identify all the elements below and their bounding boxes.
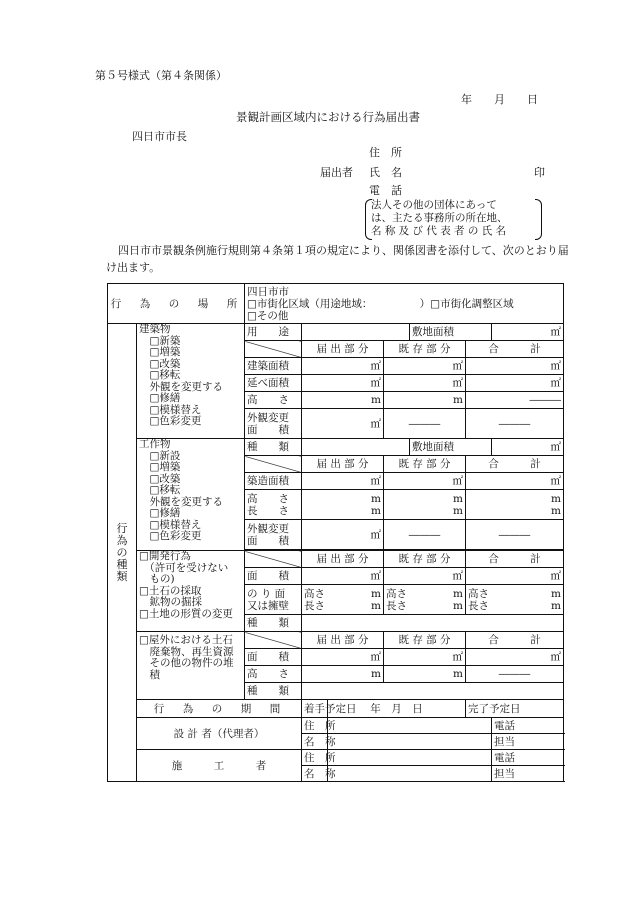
building-site-area-value[interactable]: ㎡ bbox=[492, 324, 564, 341]
building-extension-checkbox[interactable]: □増築 bbox=[139, 346, 181, 358]
development-area-total[interactable]: ㎡ bbox=[466, 568, 564, 585]
structure-extension-checkbox[interactable]: □増築 bbox=[139, 461, 181, 473]
note-line-2: は、主たる事務所の所在地、 bbox=[371, 212, 508, 224]
notify-part-header: 届 出 部 分 bbox=[302, 632, 384, 649]
structure-build-area-notify[interactable]: ㎡ bbox=[302, 473, 384, 490]
building-floor-area-label: 建築面積 bbox=[245, 358, 302, 375]
structure-build-area-total[interactable]: ㎡ bbox=[466, 473, 564, 490]
designer-phone-label: 電話 bbox=[494, 719, 515, 732]
building-facade-area-notify[interactable]: ㎡ bbox=[302, 409, 384, 439]
slope-existing[interactable] bbox=[384, 585, 466, 615]
soil-extraction-checkbox[interactable]: □土石の採取 bbox=[139, 584, 202, 597]
facade-label-line2: 面 積 bbox=[247, 534, 289, 547]
addressee: 四日市市長 bbox=[132, 130, 187, 143]
seal-mark: 印 bbox=[534, 166, 545, 179]
contractor-address-label: 住 所 bbox=[302, 750, 328, 766]
diagonal-cell bbox=[245, 341, 302, 358]
building-color-change-checkbox[interactable]: □色彩変更 bbox=[139, 415, 202, 427]
unit-m: m bbox=[371, 599, 381, 612]
unit-m: m bbox=[551, 599, 562, 612]
slope-total[interactable] bbox=[466, 585, 564, 615]
storage-area-notify[interactable]: ㎡ bbox=[302, 649, 384, 666]
development-kind-value[interactable] bbox=[302, 615, 564, 632]
building-floor-area-existing[interactable]: ㎡ bbox=[384, 358, 466, 375]
structure-hl-total[interactable] bbox=[466, 490, 564, 520]
diagonal-cell bbox=[245, 551, 302, 568]
unit-m: m bbox=[453, 599, 463, 612]
start-date-label: 着手予定日 bbox=[302, 700, 328, 718]
development-checkbox[interactable]: □開発行為 bbox=[139, 550, 191, 562]
structure-category-list[interactable] bbox=[137, 439, 245, 551]
storage-kind-label: 種 類 bbox=[245, 683, 302, 700]
slope-label: の り 面 bbox=[247, 587, 286, 600]
development-category-list[interactable] bbox=[137, 551, 245, 632]
length-word: 長さ bbox=[468, 599, 489, 612]
date-line: 年 月 日 bbox=[461, 93, 538, 106]
building-height-existing[interactable]: m bbox=[384, 392, 466, 409]
storage-checkbox[interactable]: □屋外における土石 bbox=[139, 634, 233, 646]
total-header: 合 計 bbox=[466, 632, 564, 649]
notify-part-header: 届 出 部 分 bbox=[302, 456, 384, 473]
building-height-label: 高 さ bbox=[245, 392, 302, 409]
act-type-char-5: 類 bbox=[116, 569, 128, 583]
structure-new-checkbox[interactable]: □新設 bbox=[139, 449, 181, 462]
building-floor-area-notify[interactable]: ㎡ bbox=[302, 358, 384, 375]
designer-label: 設 計 者（代理者） bbox=[137, 718, 302, 750]
unit-m: m bbox=[551, 587, 562, 600]
land-alteration-checkbox[interactable]: □土地の形質の変更 bbox=[139, 607, 233, 620]
act-type-char-4: 種 bbox=[116, 557, 128, 571]
building-total-floor-label: 延べ面積 bbox=[245, 375, 302, 392]
storage-height-label: 高 さ bbox=[245, 666, 302, 683]
contractor-contact-label: 担当 bbox=[494, 767, 515, 780]
total-header: 合 計 bbox=[466, 551, 564, 568]
length-word: 長さ bbox=[386, 599, 407, 612]
diagonal-cell bbox=[245, 632, 302, 649]
period-label: 行 為 の 期 間 bbox=[137, 700, 302, 718]
building-rebuild-checkbox[interactable]: □改築 bbox=[139, 357, 181, 370]
facade-label-line2: 面 積 bbox=[247, 423, 289, 436]
structure-build-area-label: 築造面積 bbox=[245, 473, 302, 490]
structure-facade-change-label: 外観を変更する bbox=[139, 495, 223, 508]
wall-label: 又は擁壁 bbox=[247, 599, 289, 612]
mining-label: 鉱物の掘採 bbox=[139, 596, 202, 608]
structure-remodel-checkbox[interactable]: □模様替え bbox=[139, 518, 202, 531]
building-site-area-label: 敷地面積 bbox=[410, 324, 492, 341]
diagonal-cell bbox=[245, 456, 302, 473]
designer-phone-field[interactable] bbox=[492, 718, 564, 734]
structure-rebuild-checkbox[interactable]: □改築 bbox=[139, 472, 181, 485]
storage-area-label: 面 積 bbox=[245, 649, 302, 666]
unit-m: m bbox=[371, 587, 381, 600]
storage-area-existing[interactable]: ㎡ bbox=[384, 649, 466, 666]
structure-site-area-value[interactable]: ㎡ bbox=[492, 439, 564, 456]
designer-contact-field[interactable] bbox=[492, 734, 564, 750]
designer-contact-label: 担当 bbox=[494, 735, 515, 748]
unit-m: m bbox=[551, 492, 562, 505]
designer-name-value[interactable] bbox=[328, 734, 492, 750]
building-title: 建築物 bbox=[139, 323, 171, 335]
building-repair-checkbox[interactable]: □修繕 bbox=[139, 392, 181, 404]
contractor-contact-field[interactable] bbox=[492, 766, 564, 782]
form-number: 第５号様式（第４条関係） bbox=[95, 69, 227, 82]
building-use-label: 用 途 bbox=[245, 324, 302, 341]
location-zone-options: □市街化区域（用途地域： ）□市街化調整区域 bbox=[247, 297, 514, 310]
building-facade-change-label: 外観を変更する bbox=[139, 380, 223, 393]
building-height-notify[interactable]: m bbox=[302, 392, 384, 409]
designer-address-label: 住 所 bbox=[302, 718, 328, 734]
structure-height-length-label bbox=[245, 490, 302, 520]
structure-kind-value[interactable] bbox=[302, 439, 410, 456]
unit-m: m bbox=[453, 587, 463, 600]
body-text: 四日市市景観条例施行規則第４条第１項の規定により、関係図書を添付して、次のとおり届け出ます。 bbox=[106, 244, 569, 274]
contractor-phone-label: 電話 bbox=[494, 751, 515, 764]
development-note-1: （許可を受けない bbox=[139, 561, 229, 574]
notifier-address-label: 住 所 bbox=[369, 146, 402, 159]
act-type-char-3: の bbox=[116, 545, 128, 559]
existing-part-header: 既 存 部 分 bbox=[384, 551, 466, 568]
structure-title: 工作物 bbox=[139, 438, 171, 450]
structure-hl-existing[interactable] bbox=[384, 490, 466, 520]
structure-facade-area-notify[interactable]: ㎡ bbox=[302, 520, 384, 550]
notifier-name-label: 氏 名 bbox=[369, 166, 402, 179]
note-line-1: 法人その他の団体にあって bbox=[371, 199, 497, 211]
act-type-char-1: 行 bbox=[116, 521, 128, 535]
building-use-value[interactable] bbox=[302, 324, 410, 341]
building-new-checkbox[interactable]: □新築 bbox=[139, 334, 181, 347]
contractor-label: 施 工 者 bbox=[137, 750, 302, 782]
length-label: 長 さ bbox=[247, 504, 289, 517]
storage-category-list[interactable] bbox=[137, 632, 245, 700]
building-facade-total-dash: ――― bbox=[466, 409, 564, 439]
location-other-option: □その他 bbox=[247, 309, 289, 322]
storage-line-2: 廃棄物、再生資源 bbox=[139, 645, 234, 658]
storage-line-4: 積 bbox=[139, 668, 160, 681]
development-area-existing[interactable]: ㎡ bbox=[384, 568, 466, 585]
unit-m: m bbox=[453, 504, 463, 517]
notify-part-header: 届 出 部 分 bbox=[302, 341, 384, 358]
unit-m: m bbox=[551, 504, 562, 517]
development-note-2: もの) bbox=[139, 573, 175, 585]
structure-facade-total-dash: ――― bbox=[466, 520, 564, 550]
location-field[interactable] bbox=[245, 284, 564, 324]
building-remodel-checkbox[interactable]: □模様替え bbox=[139, 403, 202, 416]
building-total-floor-notify[interactable]: ㎡ bbox=[302, 375, 384, 392]
structure-relocation-checkbox[interactable]: □移転 bbox=[139, 484, 181, 496]
note-line-3: 名 称 及 び 代 表 者 の 氏 名 bbox=[371, 225, 507, 237]
facade-label-line1: 外観変更 bbox=[247, 522, 289, 535]
length-word: 長さ bbox=[304, 599, 325, 612]
notification-table bbox=[107, 283, 564, 782]
page-title: 景観計画区域内における行為届出書 bbox=[236, 110, 420, 124]
development-area-label: 面 積 bbox=[245, 568, 302, 585]
existing-part-header: 既 存 部 分 bbox=[384, 632, 466, 649]
act-type-column bbox=[108, 324, 137, 782]
development-area-notify[interactable]: ㎡ bbox=[302, 568, 384, 585]
location-label: 行 為 の 場 所 bbox=[108, 284, 245, 324]
unit-m: m bbox=[371, 504, 381, 517]
structure-facade-existing-dash: ――― bbox=[384, 520, 466, 550]
notifier-phone-label: 電 話 bbox=[369, 184, 402, 197]
slope-wall-label bbox=[245, 585, 302, 615]
storage-height-notify[interactable]: m bbox=[302, 666, 384, 683]
notifier-group-label: 届出者 bbox=[320, 166, 353, 179]
designer-name-label: 名 称 bbox=[302, 734, 328, 750]
building-facade-area-label bbox=[245, 409, 302, 439]
structure-facade-area-label bbox=[245, 520, 302, 550]
height-word: 高さ bbox=[386, 587, 407, 600]
height-word: 高さ bbox=[304, 587, 325, 600]
building-total-floor-existing[interactable]: ㎡ bbox=[384, 375, 466, 392]
existing-part-header: 既 存 部 分 bbox=[384, 341, 466, 358]
building-total-floor-total[interactable]: ㎡ bbox=[466, 375, 564, 392]
total-header: 合 計 bbox=[466, 456, 564, 473]
contractor-address-value[interactable] bbox=[328, 750, 492, 766]
contractor-name-value[interactable] bbox=[328, 766, 492, 782]
structure-kind-label: 種 類 bbox=[245, 439, 302, 456]
existing-part-header: 既 存 部 分 bbox=[384, 456, 466, 473]
notify-part-header: 届 出 部 分 bbox=[302, 551, 384, 568]
structure-site-area-label: 敷地面積 bbox=[410, 439, 492, 456]
unit-m: m bbox=[371, 492, 381, 505]
development-kind-label: 種 類 bbox=[245, 615, 302, 632]
structure-color-change-checkbox[interactable]: □色彩変更 bbox=[139, 530, 202, 542]
building-height-total: ――― bbox=[466, 392, 564, 409]
structure-repair-checkbox[interactable]: □修繕 bbox=[139, 507, 181, 519]
storage-kind-value[interactable] bbox=[302, 683, 564, 700]
storage-line-3: その他の物件の堆 bbox=[139, 657, 234, 669]
structure-build-area-existing[interactable]: ㎡ bbox=[384, 473, 466, 490]
end-date-label: 完了予定日 bbox=[466, 700, 564, 718]
designer-address-value[interactable] bbox=[328, 718, 492, 734]
unit-m: m bbox=[453, 492, 463, 505]
slope-notify[interactable] bbox=[302, 585, 384, 615]
start-date-value[interactable]: 年 月 日 bbox=[328, 700, 466, 718]
storage-area-total[interactable]: ㎡ bbox=[466, 649, 564, 666]
act-type-char-2: 為 bbox=[116, 533, 128, 547]
total-header: 合 計 bbox=[466, 341, 564, 358]
notifier-note bbox=[371, 199, 536, 238]
location-city: 四日市市 bbox=[247, 285, 289, 298]
storage-height-existing[interactable]: m bbox=[384, 666, 466, 683]
building-floor-area-total[interactable]: ㎡ bbox=[466, 358, 564, 375]
height-label: 高 さ bbox=[247, 492, 289, 505]
contractor-name-label: 名 称 bbox=[302, 766, 328, 782]
structure-hl-notify[interactable] bbox=[302, 490, 384, 520]
building-category-list[interactable] bbox=[137, 324, 245, 439]
building-relocation-checkbox[interactable]: □移転 bbox=[139, 369, 181, 381]
storage-height-total-dash: ――― bbox=[466, 666, 564, 683]
contractor-phone-field[interactable] bbox=[492, 750, 564, 766]
height-word: 高さ bbox=[468, 587, 489, 600]
facade-label-line1: 外観変更 bbox=[247, 411, 289, 424]
building-facade-existing-dash: ――― bbox=[384, 409, 466, 439]
